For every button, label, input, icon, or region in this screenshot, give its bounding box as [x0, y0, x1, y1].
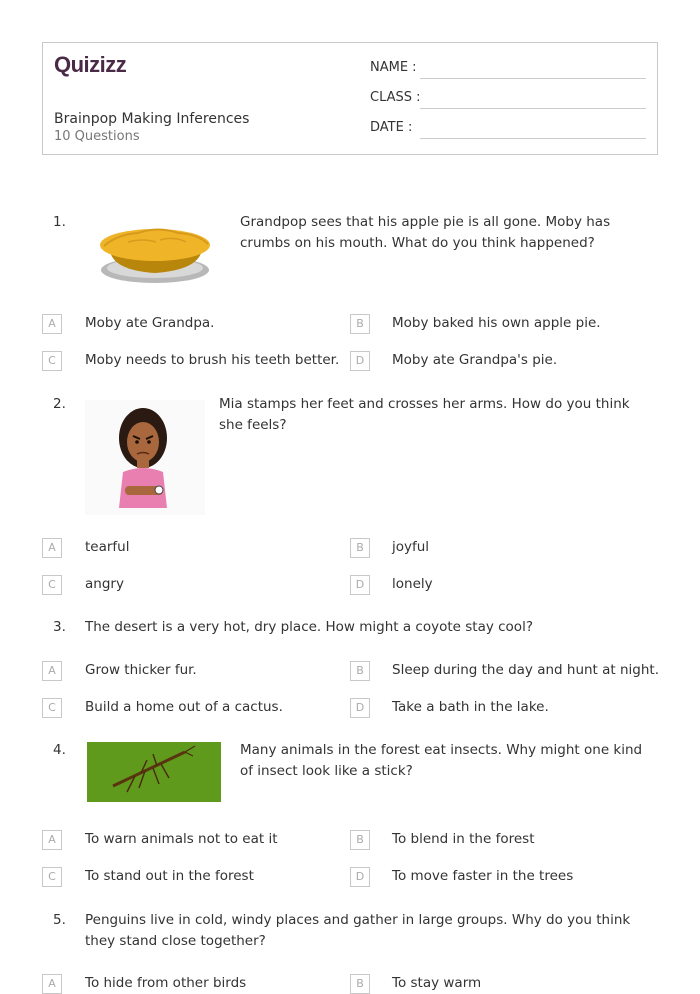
worksheet-header [42, 42, 658, 155]
option-letter-box[interactable]: D [350, 698, 370, 718]
apple-pie-image [98, 220, 216, 288]
option-text: To stand out in the forest [85, 868, 254, 884]
question-number: 4. [53, 742, 66, 758]
option-text: lonely [392, 576, 433, 592]
question-number: 5. [53, 912, 66, 928]
class-label: CLASS : [370, 90, 421, 105]
date-line [420, 138, 646, 139]
option-text: Sleep during the day and hunt at night. [392, 662, 660, 678]
option-letter-box[interactable]: D [350, 575, 370, 595]
option-letter-box[interactable]: B [350, 538, 370, 558]
option-text: Take a bath in the lake. [392, 699, 549, 715]
question-text: The desert is a very hot, dry place. How might a coyote stay cool? [85, 619, 533, 635]
question-text: Grandpop sees that his apple pie is all gone. Moby has crumbs on his mouth. What do you think happened? [240, 214, 611, 251]
question-number: 3. [53, 619, 66, 635]
option-letter-box[interactable]: A [42, 538, 62, 558]
option-letter-box[interactable]: C [42, 575, 62, 595]
option-letter-box[interactable]: D [350, 351, 370, 371]
option-text: joyful [392, 539, 430, 555]
stick-insect-image [87, 742, 221, 802]
option-letter-box[interactable]: A [42, 974, 62, 994]
option-text: Moby needs to brush his teeth better. [85, 352, 340, 368]
option-letter-box[interactable]: B [350, 974, 370, 994]
option-text: angry [85, 576, 124, 592]
option-text: Moby ate Grandpa. [85, 315, 215, 331]
question-number: 1. [53, 214, 66, 230]
option-text: To blend in the forest [392, 831, 535, 847]
date-label: DATE : [370, 120, 413, 135]
option-letter-box[interactable]: B [350, 661, 370, 681]
option-letter-box[interactable]: D [350, 867, 370, 887]
quizizz-logo: Quizizz [54, 52, 127, 77]
option-text: To stay warm [392, 975, 482, 991]
name-label: NAME : [370, 60, 417, 75]
angry-girl-image [85, 400, 205, 515]
option-letter-box[interactable]: C [42, 867, 62, 887]
worksheet-title: Brainpop Making Inferences [54, 111, 250, 127]
name-line [420, 78, 646, 79]
option-letter-box[interactable]: B [350, 314, 370, 334]
option-text: Moby ate Grandpa's pie. [392, 352, 558, 368]
question-number: 2. [53, 396, 66, 412]
question-text: Many animals in the forest eat insects. Why might one kind of insect look like a stick? [240, 742, 643, 779]
option-letter-box[interactable]: A [42, 661, 62, 681]
option-letter-box[interactable]: B [350, 830, 370, 850]
class-line [420, 108, 646, 109]
option-text: Grow thicker fur. [85, 662, 197, 678]
question-count: 10 Questions [54, 129, 140, 144]
option-text: Build a home out of a cactus. [85, 699, 283, 715]
option-text: To hide from other birds [85, 975, 247, 991]
option-text: To move faster in the trees [392, 868, 574, 884]
option-text: To warn animals not to eat it [85, 831, 278, 847]
option-letter-box[interactable]: A [42, 830, 62, 850]
question-text: Mia stamps her feet and crosses her arms. How do you think she feels? [219, 396, 630, 433]
option-letter-box[interactable]: A [42, 314, 62, 334]
option-letter-box[interactable]: C [42, 351, 62, 371]
option-text: Moby baked his own apple pie. [392, 315, 601, 331]
option-text: tearful [85, 539, 130, 555]
question-text: Penguins live in cold, windy places and gather in large groups. Why do you think they stand close together? [85, 912, 631, 949]
option-letter-box[interactable]: C [42, 698, 62, 718]
